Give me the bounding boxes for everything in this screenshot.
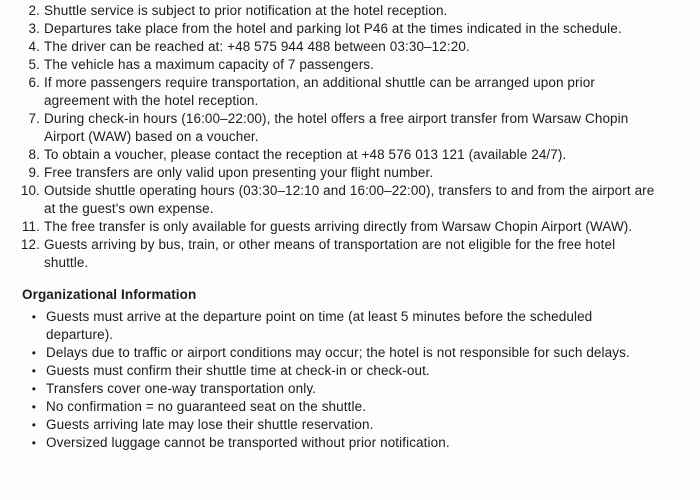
bullet-item xyxy=(0,308,662,344)
bullet-item xyxy=(0,344,662,362)
bullet-icon: • xyxy=(31,418,36,432)
list-item-number: 11. xyxy=(21,219,40,234)
bullet-icon: • xyxy=(31,364,36,378)
bullet-icon: • xyxy=(31,346,36,360)
list-item-text: The driver can be reached at: +48 575 944 488 between 03:30–12:20. xyxy=(44,39,470,54)
bullet-icon: • xyxy=(31,310,36,324)
list-item xyxy=(0,182,662,218)
list-item-number: 3. xyxy=(28,21,40,36)
list-item-text: If more passengers require transportation, an additional shuttle can be arranged upon prior agreement with the hotel reception. xyxy=(44,75,595,108)
list-item-text: During check-in hours (16:00–22:00), the hotel offers a free airport transfer from Warsaw Chopin Airport (WAW) based on a voucher. xyxy=(44,111,629,144)
list-item-number: 8. xyxy=(28,147,40,162)
list-item xyxy=(0,164,662,182)
shuttle-rules-list xyxy=(0,2,662,272)
list-item-number: 12. xyxy=(20,237,40,252)
list-item xyxy=(0,74,662,110)
bullet-icon: • xyxy=(31,400,36,414)
bullet-item-text: Transfers cover one-way transportation only. xyxy=(46,381,317,396)
bullet-icon: • xyxy=(31,436,36,450)
list-item-text: Outside shuttle operating hours (03:30–12:10 and 16:00–22:00), transfers to and from the airport are at the guest's own expense. xyxy=(44,183,655,216)
bullet-item xyxy=(0,380,662,398)
bullet-item xyxy=(0,416,662,434)
bullet-item xyxy=(0,434,662,452)
list-item-number: 2. xyxy=(28,3,40,18)
bullet-item xyxy=(0,398,662,416)
list-item xyxy=(0,2,662,20)
list-item-number: 5. xyxy=(28,57,40,72)
list-item xyxy=(0,110,662,146)
list-item xyxy=(0,20,662,38)
bullet-item-text: Guests must confirm their shuttle time at check-in or check-out. xyxy=(46,363,430,378)
list-item-text: Departures take place from the hotel and parking lot P46 at the times indicated in the schedule. xyxy=(44,21,622,36)
list-item xyxy=(0,56,662,74)
bullet-item-text: Guests arriving late may lose their shuttle reservation. xyxy=(46,417,374,432)
list-item xyxy=(0,146,662,164)
list-item-number: 6. xyxy=(28,75,40,90)
bullet-item xyxy=(0,362,662,380)
list-item xyxy=(0,236,662,272)
list-item-text: The free transfer is only available for guests arriving directly from Warsaw Chopin Airport (WAW). xyxy=(44,219,633,234)
organizational-info-list xyxy=(0,308,662,452)
list-item-number: 9. xyxy=(28,165,40,180)
list-item xyxy=(0,218,662,236)
bullet-item-text: Oversized luggage cannot be transported without prior notification. xyxy=(46,435,450,450)
bullet-item-text: Delays due to traffic or airport conditions may occur; the hotel is not responsible for such delays. xyxy=(46,345,630,360)
section-heading: Organizational Information xyxy=(22,287,197,302)
list-item-number: 7. xyxy=(28,111,40,126)
list-item-text: To obtain a voucher, please contact the reception at +48 576 013 121 (available 24/7). xyxy=(44,147,567,162)
list-item-number: 4. xyxy=(28,39,40,54)
list-item xyxy=(0,38,662,56)
bullet-item-text: No confirmation = no guaranteed seat on the shuttle. xyxy=(46,399,367,414)
list-item-text: Guests arriving by bus, train, or other means of transportation are not eligible for the free hotel shuttle. xyxy=(44,237,616,270)
list-item-text: Free transfers are only valid upon presenting your flight number. xyxy=(44,165,434,180)
bullet-item-text: Guests must arrive at the departure point on time (at least 5 minutes before the scheduled departure). xyxy=(46,309,593,342)
list-item-text: Shuttle service is subject to prior notification at the hotel reception. xyxy=(44,3,448,18)
list-item-number: 10. xyxy=(20,183,40,198)
bullet-icon: • xyxy=(31,382,36,396)
list-item-text: The vehicle has a maximum capacity of 7 passengers. xyxy=(44,57,375,72)
